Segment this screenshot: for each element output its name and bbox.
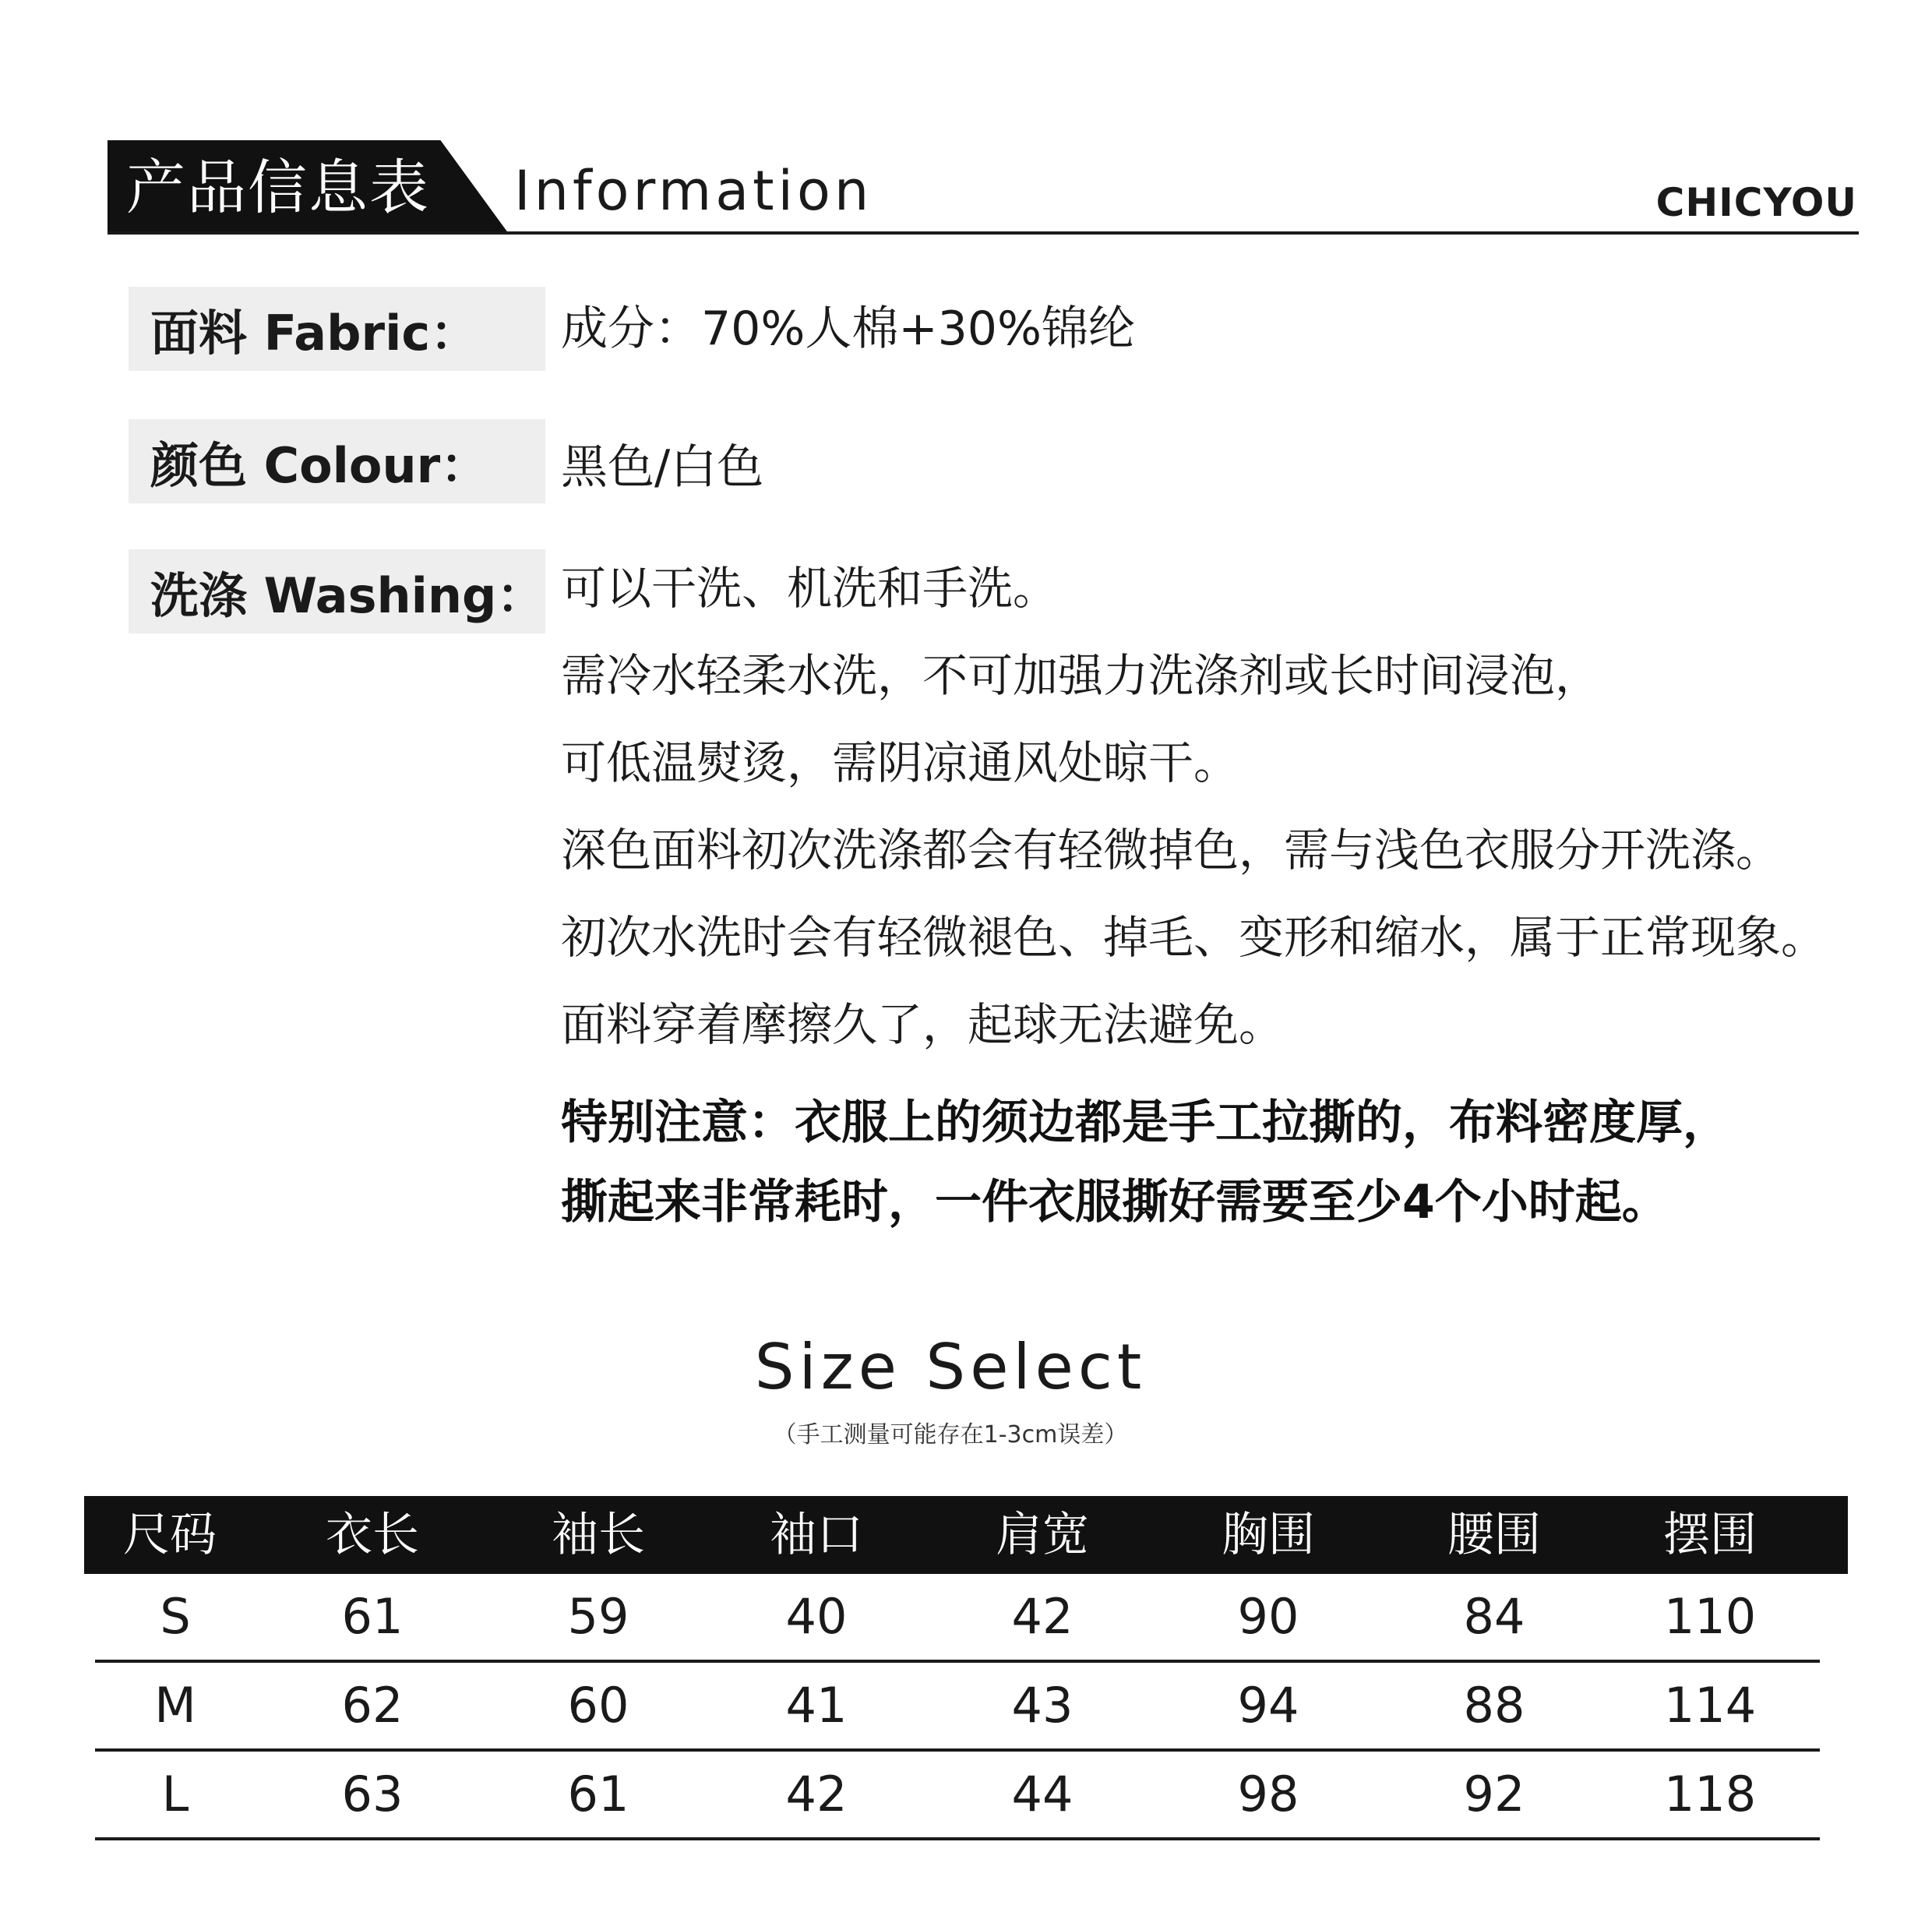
table-cell: 62 [341, 1677, 404, 1734]
table-cell: 118 [1663, 1766, 1757, 1822]
washing-line: 面料穿着摩擦久了，起球无法避免。 [561, 998, 1285, 1051]
table-cell: 114 [1663, 1677, 1757, 1734]
table-cell: L [161, 1766, 189, 1822]
table-cell: 42 [1011, 1588, 1074, 1645]
header-cell-waist: 腰围 [1447, 1508, 1541, 1562]
fabric-label: 面料 Fabric： [129, 287, 545, 371]
table-cell: 110 [1663, 1588, 1757, 1645]
header-divider [108, 231, 1859, 235]
colour-value: 黑色/白色 [561, 440, 764, 495]
table-cell: 90 [1237, 1588, 1299, 1645]
page-subtitle: Information [514, 159, 873, 223]
table-cell: 88 [1463, 1677, 1525, 1734]
washing-line: 可低温熨烫，需阴凉通风处晾干。 [561, 736, 1239, 789]
notice-line: 撕起来非常耗时，一件衣服撕好需要至少4个小时起。 [561, 1175, 1669, 1230]
size-table [84, 1496, 1848, 1840]
table-cell: 60 [567, 1677, 629, 1734]
washing-line: 深色面料初次洗涤都会有轻微掉色，需与浅色衣服分开洗涤。 [561, 824, 1782, 877]
size-title: Size Select [754, 1331, 1147, 1403]
fabric-value: 成分：70%人棉+30%锦纶 [561, 302, 1135, 356]
table-cell: 59 [567, 1588, 629, 1645]
washing-line: 初次水洗时会有轻微褪色、掉毛、变形和缩水，属于正常现象。 [561, 911, 1827, 964]
table-cell: 92 [1463, 1766, 1525, 1822]
washing-line: 需冷水轻柔水洗，不可加强力洗涤剂或长时间浸泡， [561, 649, 1601, 702]
table-cell: 43 [1011, 1677, 1074, 1734]
table-cell: M [154, 1677, 196, 1734]
notice-line: 特别注意：衣服上的须边都是手工拉撕的，布料密度厚， [561, 1096, 1729, 1150]
table-cell: 61 [567, 1766, 629, 1822]
washing-instructions [561, 561, 1826, 1085]
header-cell-cuff: 袖口 [770, 1508, 863, 1562]
header-cell-hem: 摆围 [1663, 1508, 1757, 1562]
table-row [95, 1574, 1820, 1663]
table-row [95, 1752, 1820, 1840]
table-cell: S [160, 1588, 191, 1645]
table-cell: 40 [785, 1588, 848, 1645]
size-subtitle: （手工测量可能存在1-3cm误差） [773, 1421, 1128, 1448]
washing-line: 可以干洗、机洗和手洗。 [561, 562, 1059, 615]
table-cell: 98 [1237, 1766, 1299, 1822]
header-cell-size: 尺码 [123, 1508, 217, 1562]
table-cell: 44 [1011, 1766, 1074, 1822]
table-cell: 63 [341, 1766, 404, 1822]
table-row [95, 1663, 1820, 1752]
table-cell: 41 [785, 1677, 848, 1734]
header-cell-sleeve-length: 袖长 [552, 1508, 645, 1562]
table-cell: 84 [1463, 1588, 1525, 1645]
colour-label: 颜色 Colour： [129, 419, 545, 503]
header-cell-length: 衣长 [326, 1508, 419, 1562]
page-title: 产品信息表 [126, 153, 430, 222]
header-cell-chest: 胸围 [1222, 1508, 1315, 1562]
table-cell: 61 [341, 1588, 404, 1645]
table-cell: 42 [785, 1766, 848, 1822]
brand-logo: CHICYOU [1655, 180, 1857, 225]
table-cell: 94 [1237, 1677, 1299, 1734]
header-cell-shoulder: 肩宽 [996, 1508, 1089, 1562]
table-header [84, 1496, 1848, 1574]
special-notice [561, 1095, 1729, 1254]
washing-label: 洗涤 Washing： [129, 549, 545, 633]
